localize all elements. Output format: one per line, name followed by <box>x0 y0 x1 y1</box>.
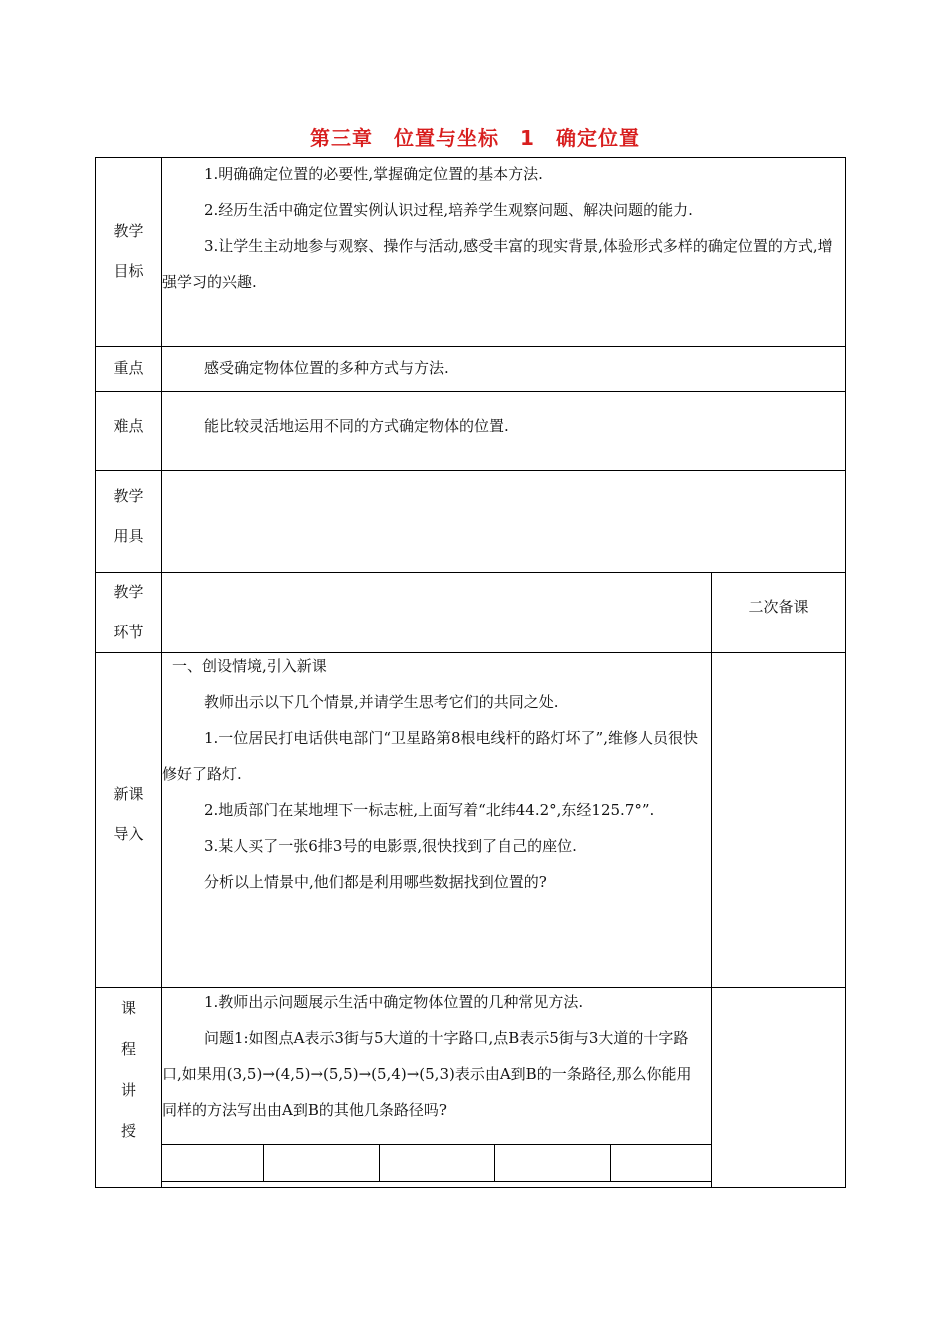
stage-label <box>96 572 161 652</box>
key-content <box>162 346 838 391</box>
intro-line: 教师出示以下几个情景,并请学生思考它们的共同之处. <box>204 693 559 711</box>
label-line: 授 <box>120 1122 136 1140</box>
grid-line <box>161 1144 711 1145</box>
second-prep-header: 二次备课 <box>748 598 809 616</box>
intro-label <box>96 774 161 854</box>
grid-line <box>379 1144 380 1181</box>
second-prep-divider <box>711 572 712 1188</box>
label-line: 环节 <box>113 623 144 641</box>
lecture-line: 问题1:如图点A表示3街与5大道的十字路口,点B表示5街与3大道的十字路口,如果用(3,5)→(4,5)→(5,5)→(5,4)→(5,3)表示由A到B的一条路径,那么你能用同样的方法写出由A到B的其他几条路径吗? <box>162 1029 692 1119</box>
lecture-label <box>96 988 161 1152</box>
lecture-content <box>162 984 702 1128</box>
label-line: 目标 <box>113 262 144 280</box>
label-line: 导入 <box>113 825 144 843</box>
row-separator <box>95 572 846 573</box>
grid-line <box>494 1144 495 1181</box>
intro-line: 3.某人买了一张6排3号的电影票,很快找到了自己的座位. <box>204 837 577 855</box>
goal-item: 3.让学生主动地参与观察、操作与活动,感受丰富的现实背景,体验形式多样的确定位置的方式,增强学习的兴趣. <box>162 237 833 291</box>
page-title: 第三章 位置与坐标 1 确定位置 <box>310 126 640 150</box>
difficulty-text: 能比较灵活地运用不同的方式确定物体的位置. <box>204 417 509 435</box>
label-line: 新课 <box>113 785 144 803</box>
goals-label <box>96 211 161 291</box>
difficulty-label: 难点 <box>113 417 144 435</box>
grid-line <box>161 1181 711 1182</box>
key-text: 感受确定物体位置的多种方式与方法. <box>204 359 449 377</box>
difficulty-content <box>162 408 838 444</box>
lecture-line: 1.教师出示问题展示生活中确定物体位置的几种常见方法. <box>204 993 584 1011</box>
intro-heading: 一、创设情境,引入新课 <box>172 657 327 675</box>
goal-item: 2.经历生活中确定位置实例认识过程,培养学生观察问题、解决问题的能力. <box>204 201 693 219</box>
tools-label <box>96 476 161 556</box>
label-line: 讲 <box>120 1081 136 1099</box>
grid-line <box>610 1144 611 1181</box>
label-line: 教学 <box>113 487 144 505</box>
key-label: 重点 <box>113 359 144 377</box>
label-line: 课 <box>120 999 136 1017</box>
grid-line <box>263 1144 264 1181</box>
goal-item: 1.明确确定位置的必要性,掌握确定位置的基本方法. <box>204 165 543 183</box>
label-line: 程 <box>120 1040 136 1058</box>
intro-content <box>162 648 702 900</box>
intro-line: 2.地质部门在某地埋下一标志桩,上面写着“北纬44.2°,东经125.7°”. <box>204 801 655 819</box>
label-line: 用具 <box>113 527 144 545</box>
label-line: 教学 <box>113 583 144 601</box>
goals-content <box>162 156 838 300</box>
intro-line: 分析以上情景中,他们都是利用哪些数据找到位置的? <box>204 873 547 891</box>
label-line: 教学 <box>113 222 144 240</box>
intro-line: 1.一位居民打电话供电部门“卫星路第8根电线杆的路灯坏了”,维修人员很快修好了路灯. <box>162 729 698 783</box>
row-separator <box>95 470 846 471</box>
row-separator <box>95 391 846 392</box>
